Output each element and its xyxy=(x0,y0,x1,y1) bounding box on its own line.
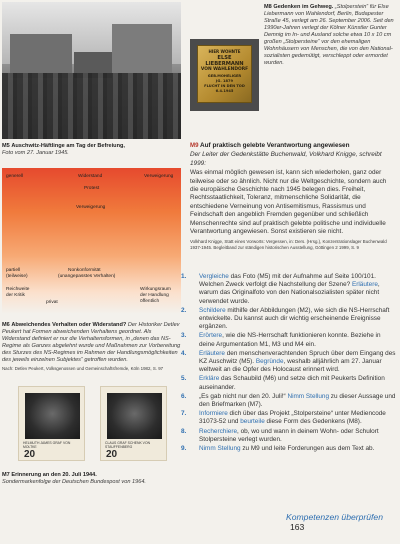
stone-line: ELSE LIEBERMANN xyxy=(205,55,244,67)
stone-line: FLUCHT IN DEN TOD xyxy=(204,84,245,88)
diagram-bottom-mid-b: (unangepasstes Verhalten) xyxy=(58,274,116,279)
diagram-mid2: Verweigerung xyxy=(76,205,106,210)
task-operator: Begründe xyxy=(255,358,284,366)
m7-caption: M7 Erinnerung an den 20. Juli 1944. Sondermarkenfolge der Deutschen Bundespost von 1964. xyxy=(2,472,146,485)
task-number: 8. xyxy=(181,427,187,435)
task-text: zu dieser Aussage und den Briefmarken (M7). xyxy=(199,392,396,409)
task-item xyxy=(181,349,396,375)
diagram-mid1: Protest xyxy=(84,186,100,191)
diagram-bottom-right-a: Wirkungsraum xyxy=(140,287,171,292)
diagram-bottom-right-b: der Handlung xyxy=(140,293,169,298)
stone-line: 6.4.1945 xyxy=(215,89,234,93)
task-number: 6. xyxy=(181,392,187,400)
task-number: 5. xyxy=(181,375,187,383)
task-operator: Schildere xyxy=(199,306,226,314)
task-item xyxy=(181,306,396,332)
stamp-value: 20 xyxy=(24,449,36,460)
m6-source: Nach: Detlev Peukert, Volksgenossen und Gemeinschaftsfremde, Köln 1982, S. 97 xyxy=(2,366,164,371)
diagram-bottom-left-a: partiell xyxy=(6,268,21,273)
task-operator: beurteile xyxy=(240,418,265,426)
m8-caption: M8 Gedenken im Gehweg. „Stolperstein“ für Else Liebermann von Wahlendorf, Berlin, Budapester Straße 45, verlegt am 26. September 2006. Seit den 1990er-Jahren verlegt der Kölner Künstler Gunter Demnig im In- und Ausland solche etwa 10 x 10 cm großen „Stolpersteine“ vor den ehemaligen Wohnhäusern von Menschen, die von den Nationalsozialisten gedemütigt, verschleppt oder ermordet wurden. xyxy=(264,4,394,66)
auschwitz-photo xyxy=(2,2,181,139)
task-item xyxy=(181,445,396,453)
task-item xyxy=(181,392,396,409)
task-item xyxy=(181,332,396,348)
m9-intro: Der Leiter der Gedenkstätte Buchenwald, Volkhard Knigge, schreibt 1999: xyxy=(190,151,382,167)
stone-line: JG. 1879 xyxy=(216,79,233,83)
stamp-name: CLAUS GRAF SCHENK VON STAUFFENBERG xyxy=(105,441,151,449)
task-text: zu M9 und leite Forderungen aus dem Text ab. xyxy=(240,445,375,453)
stamp-moltke xyxy=(18,386,85,461)
task-text: das Schaubild (M6) und setze dich mit Peukerts Definition auseinander. xyxy=(199,375,385,391)
task-operator: Erläutere xyxy=(199,349,225,357)
stolperstein-photo xyxy=(190,39,259,111)
stone-line: VON WAHLENDORF xyxy=(200,67,249,72)
task-operator: Erkläre xyxy=(199,375,220,383)
task-text: , weshalb alljährlich am 27. Januar weltweit an die Opfer des Holocaust erinnert wird. xyxy=(199,358,382,374)
task-text: , wie die NS-Herrschaft funktionieren konnte. Beziehe in deine Argumentation M1, M3 und M4 ein. xyxy=(199,332,381,348)
footer xyxy=(286,512,400,532)
task-operator: Erläutere xyxy=(351,281,378,289)
stamp-value: 20 xyxy=(106,449,118,460)
task-list xyxy=(181,273,396,454)
diagram-top-right: Verweigerung xyxy=(144,174,174,179)
diagram-bottom-left-c: Reichweite xyxy=(6,287,30,292)
task-operator: Nimm Stellung xyxy=(199,445,241,453)
footer-title: Kompetenzen überprüfen xyxy=(286,512,383,522)
task-operator: Informiere xyxy=(199,410,228,418)
task-operator: Recherchiere xyxy=(199,427,238,435)
task-number: 4. xyxy=(181,349,187,357)
task-number: 2. xyxy=(181,306,187,314)
diagram-top-mid: Widerstand xyxy=(78,174,103,179)
task-item xyxy=(181,410,396,426)
task-number: 1. xyxy=(181,273,187,280)
diagram-bottom-right-c: öffentlich xyxy=(140,299,160,304)
task-text: das Foto (M5) mit der Aufnahme auf Seite 100/101. Welchen Zweck verfolgt die Nachstellung der Szene? xyxy=(199,273,376,289)
diagram-top-left: generell xyxy=(6,174,24,179)
task-text: „Es gab nicht nur den 20. Juli!“ xyxy=(199,392,288,400)
task-operator: Vergleiche xyxy=(199,273,229,280)
m6-diagram xyxy=(2,168,181,314)
m9-source: Volkhard Knigge, Statt eines Vorworts: Vergessen, in: Ders. (Hrsg.), Konzentrationslager Buchenwald 1937-1945. Begleitband zur ständigen historischen Ausstellung, Göttingen 2 1999, S. 9 xyxy=(190,239,387,250)
task-text: mithilfe der Abbildungen (M2), wie sich die NS-Herrschaft entwickelte. Du kannst auch dir wichtig erscheinende Ereignisse ergänzen. xyxy=(199,306,390,331)
diagram-bottom-mid-a: Nonkonformität xyxy=(68,268,101,273)
task-text: den menschenverachtenden Spruch über dem Eingang des KZ Auschwitz (M5). xyxy=(199,349,396,366)
task-item xyxy=(181,273,396,306)
task-number: 7. xyxy=(181,410,187,418)
page-number: 163 xyxy=(290,522,305,532)
task-item xyxy=(181,375,396,391)
task-number: 3. xyxy=(181,332,187,340)
stone-line: HIER WOHNTE xyxy=(208,49,241,54)
m9-section: M9 Auf praktisch gelebte Verantwortung angewiesen Der Leiter der Gedenkstätte Buchenwald, Volkhard Knigge, schreibt 1999: Was einmal möglich gewesen ist, kann sich wiederholen, ganz oder teilweise oder so ähnlich. Nicht nur die Weltgeschichte, sondern auch die europäische Geschichte nach 1945 belegen dies. Freiheit, Rechtsstaatlichkeit, Toleranz, mitmenschliche Solidarität, die entschiedene Verneinung von Antisemitismus, Rassismus und Feindschaft den angeblich Fremden gegenüber und schließlich Menschenrechte sind auf praktisch gelebte politische und individuelle Verantwortung angewiesen. Sonst existieren sie nicht. Volkhard Knigge, Statt eines Vorworts: Vergessen, in: Ders. (Hrsg.), Konzentrationslager Buchenwald 1937-1945. Begleitband zur ständigen historischen Ausstellung, Göttingen 2 1999, S. 9 xyxy=(190,142,396,250)
task-text: , warum das Originalfoto von den Nationalsozialisten später nicht verwendet wurde. xyxy=(199,281,380,305)
diagram-bottom-left-b: (teilweise) xyxy=(6,274,28,279)
task-operator: Nimm Stellung xyxy=(287,392,330,400)
m6-caption: M6 Abweichendes Verhalten oder Widerstand? Der Historiker Detlev Peukert hat Formen abweichenden Verhaltens geordnet. Als Widerstand definiert er nur die Verhaltensformen, in „denen das NS-Regime als Ganzes abgelehnt wurde und Maßnahmen zur Vorbereitung des Sturzes des NS-Regimes im Rahmen der Handlungsmöglichkeiten des jeweils einzelnen Subjektes“ getroffen wurden. Nach: Detlev Peukert, Volksgenossen und Gemeinschaftsfremde, Köln 1982, S. 97 xyxy=(2,322,181,371)
diagram-bottom-left-d: der Kritik xyxy=(6,293,25,298)
m9-text: Was einmal möglich gewesen ist, kann sich wiederholen, ganz oder teilweise oder so ähnlich. Nicht nur die Weltgeschichte, sondern auch die europäische Geschichte nach 1945 belegen dies. Freiheit, Rechtsstaatlichkeit, Toleranz, mitmenschliche Solidarität, die entschiedene Verneinung von Antisemitismus, Rassismus und Feindschaft den angeblich Fremden gegenüber und schließlich Menschenrechte sind auf praktisch gelebte politische und individuelle Verantwortung angewiesen. Sonst existieren sie nicht. xyxy=(190,169,387,236)
task-text: , ob, wo und wann in deinem Wohn- oder Schulort Stolpersteine verlegt wurden. xyxy=(199,427,379,443)
m5-caption: M5 Auschwitz-Häftlinge am Tag der Befreiung, Foto vom 27. Januar 1945. xyxy=(2,143,125,156)
stone-line: GEB.MOHELIGER xyxy=(207,74,242,78)
task-item xyxy=(181,427,396,444)
diagram-bottom-mid-c: privat xyxy=(46,300,58,305)
stamp-name: HELMUTH JAMES GRAF VON MOLTKE xyxy=(23,441,71,449)
task-text: dich über das Projekt „Stolpersteine“ unter Mediencode 31073-52 und xyxy=(199,410,386,426)
task-operator: Erörtere xyxy=(199,332,223,340)
task-number: 9. xyxy=(181,445,187,453)
task-text: diese Form des Gedenkens (M8). xyxy=(264,418,362,426)
stamp-stauffenberg xyxy=(100,386,167,461)
